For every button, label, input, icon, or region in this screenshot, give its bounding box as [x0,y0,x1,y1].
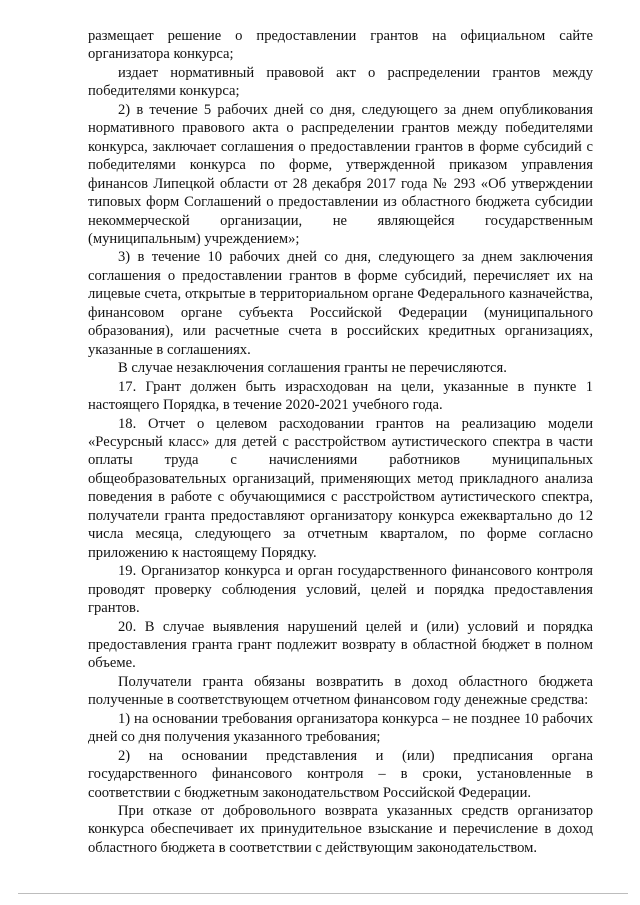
paragraph-2: издает нормативный правовой акт о распределении грантов между победителями конкурса; [88,64,593,100]
paragraph-4: 3) в течение 10 рабочих дней со дня, следующего за днем заключения соглашения о предоставлении грантов в форме субсидий, перечисляет их на лицевые счета, открытые в территориальном органе Федерального казначейства, финансовом органе субъекта Российской Федерации (муниципального образования), или расчетные счета в российских кредитных организациях, указанные в соглашениях. [88,249,593,358]
paragraph-10: Получатели гранта обязаны возвратить в доход областного бюджета полученные в соответствующем отчетном финансовом году денежные средства: [88,673,593,709]
page-bottom-edge-line [18,893,628,894]
paragraph-5: В случае незаключения соглашения гранты не перечисляются. [118,360,507,377]
document-body [88,27,593,857]
paragraph-9: 20. В случае выявления нарушений целей и (или) условий и порядка предоставления гранта грант подлежит возврату в областной бюджет в полном объеме. [88,618,593,672]
paragraph-12: 2) на основании представления и (или) предписания органа государственного финансового контроля – в сроки, установленные в соответствии с бюджетным законодательством Российской Федерации. [88,747,593,801]
paragraph-11: 1) на основании требования организатора конкурса – не позднее 10 рабочих дней со дня получения указанного требования; [88,710,593,746]
paragraph-8: 19. Организатор конкурса и орган государственного финансового контроля проводят проверку соблюдения условий, целей и порядка предоставления грантов. [88,563,593,617]
paragraph-6: 17. Грант должен быть израсходован на цели, указанные в пункте 1 настоящего Порядка, в течение 2020-2021 учебного года. [88,378,593,414]
paragraph-7: 18. Отчет о целевом расходовании грантов на реализацию модели «Ресурсный класс» для детей с расстройством аутистического спектра в части оплаты труда с начислениями работников муниципальных общеобразовательных организаций, применяющих метод прикладного анализа поведения в работе с обучающимися с расстройством аутистического спектра, получатели гранта предоставляют организатору конкурса ежеквартально до 12 числа месяца, следующего за отчетным кварталом, по форме согласно приложению к настоящему Порядку. [88,415,593,561]
paragraph-1: размещает решение о предоставлении грантов на официальном сайте организатора конкурса; [88,28,593,63]
paragraph-13: При отказе от добровольного возврата указанных средств организатор конкурса обеспечивает их принудительное взыскание и перечисление в доход областного бюджета в соответствии с действующим законодательством. [88,803,593,856]
paragraph-3: 2) в течение 5 рабочих дней со дня, следующего за днем опубликования нормативного правового акта о распределении грантов между победителями конкурса, заключает соглашения о предоставлении грантов в форме субсидий с победителями конкурса по форме, утвержденной приказом управления финансов Липецкой области от 28 декабря 2017 года № 293 «Об утверждении типовых форм Соглашений о предоставлении из областного бюджета субсидии некоммерческой организации, не являющейся государственным (муниципальным) учреждением»; [88,101,593,247]
